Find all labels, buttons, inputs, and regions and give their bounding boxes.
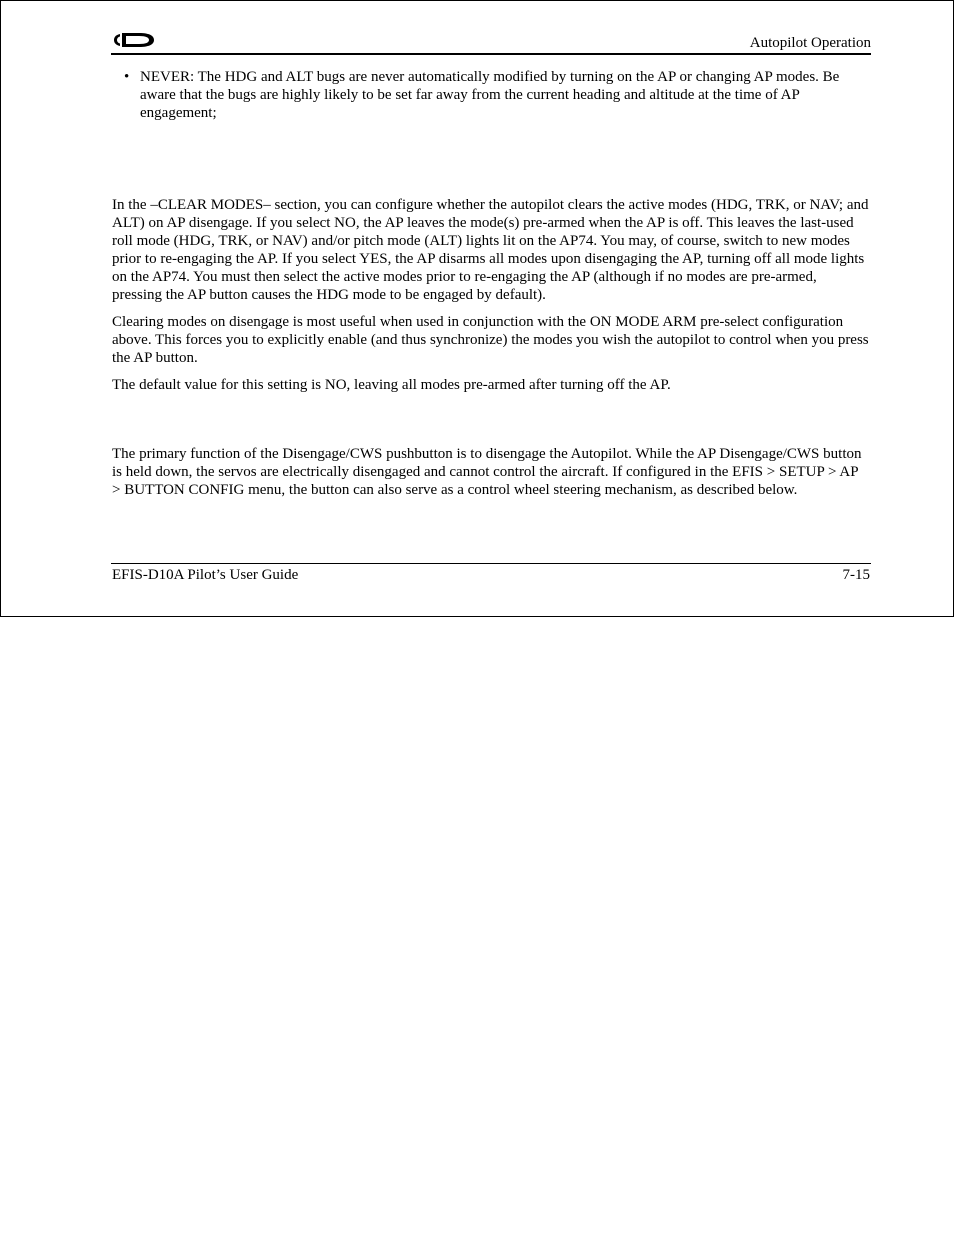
paragraph: The default value for this setting is NO, leaving all modes pre-armed after turning off the AP. (112, 377, 671, 393)
paragraph: Clearing modes on disengage is most useful when used in conjunction with the ON MODE ARM pre-select configuration above. This forces you to explicitly enable (and thus synchronize) the modes you wish the autopilot to control when you press the AP button. (112, 314, 869, 366)
section-title: Autopilot Operation (749, 35, 871, 51)
bullet-text: NEVER: The HDG and ALT bugs are never automatically modified by turning on the AP or changing AP modes. Be aware that the bugs are highly likely to be set far away from the current heading and altitude at the time of AP engagement; (140, 69, 840, 121)
footer-divider (111, 563, 871, 564)
page-header (111, 29, 871, 55)
dynon-logo-icon (113, 31, 155, 49)
paragraph: The primary function of the Disengage/CWS pushbutton is to disengage the Autopilot. While the AP Disengage/CWS button is held down, the servos are electrically disengaged and cannot control the aircraft. If configured in the EFIS > SETUP > AP > BUTTON CONFIG menu, the button can also serve as a control wheel steering mechanism, as described below. (112, 446, 862, 498)
page-number: 7-15 (842, 567, 870, 583)
bullet-dot-icon: • (124, 69, 130, 85)
bullet-list (112, 68, 870, 122)
clearing-modes-paragraph (112, 313, 870, 367)
disengage-cws-paragraph (112, 445, 870, 499)
paragraph: In the –CLEAR MODES– section, you can configure whether the autopilot clears the active modes (HDG, TRK, or NAV; and ALT) on AP disengage. If you select NO, the AP leaves the mode(s) pre-armed when the AP is off. This leaves the last-used roll mode (HDG, TRK, or NAV) and/or pitch mode (ALT) lights lit on the AP74. You may, of course, switch to new modes prior to re-engaging the AP. If you select YES, the AP disarms all modes upon disengaging the AP, turning off all mode lights on the AP74. You must then select the active modes prior to re-engaging the AP (although if no modes are pre-armed, pressing the AP button causes the HDG mode to be engaged by default). (112, 197, 869, 303)
clear-modes-paragraph (112, 196, 870, 304)
default-value-paragraph (112, 376, 870, 394)
list-item (112, 68, 870, 122)
guide-title: EFIS-D10A Pilot’s User Guide (112, 567, 299, 583)
